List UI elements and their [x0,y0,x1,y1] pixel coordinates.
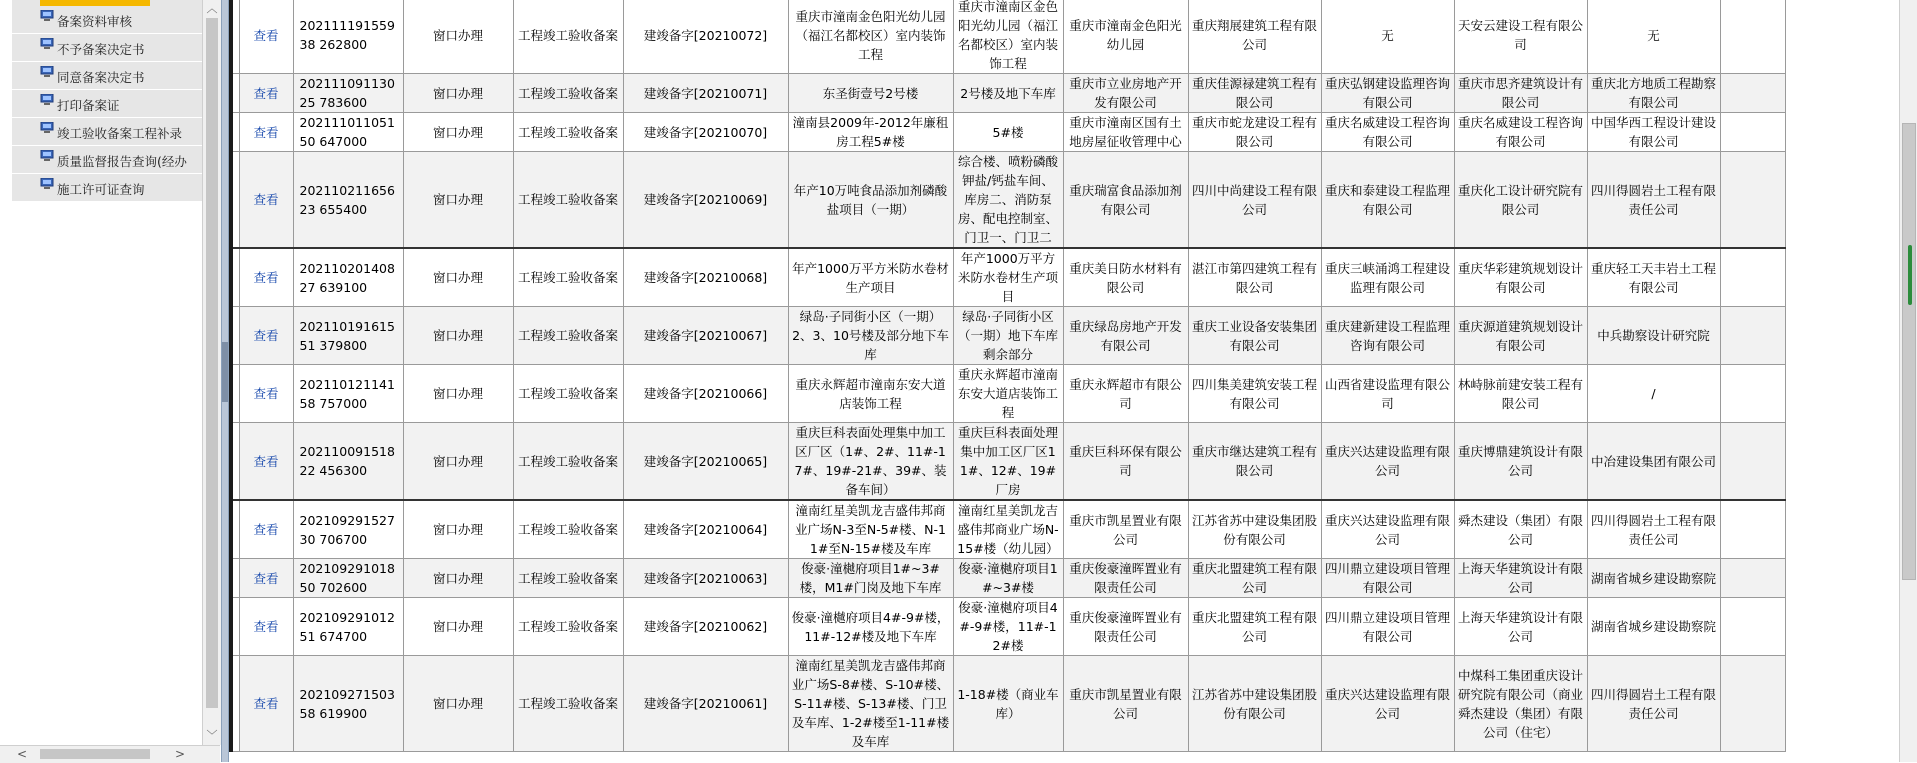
cell-project-name: 重庆永辉超市潼南东安大道店装饰工程 [788,365,953,423]
cell-supervisor: 重庆建新建设工程监理咨询有限公司 [1321,307,1454,365]
cell-surveyor: 中国华西工程设计建设有限公司 [1587,113,1720,152]
cell-view-link [239,365,293,423]
scrollbar-thumb[interactable] [1902,123,1916,580]
cell-contractor: 重庆工业设备安装集团有限公司 [1188,307,1321,365]
cell-record-id: 20211009151822 456300 [293,423,403,501]
sidebar-horizontal-scrollbar[interactable] [0,745,220,763]
cell-contractor: 重庆翔展建筑工程有限公司 [1188,0,1321,74]
row-marker [231,0,239,74]
empty-cell [1720,0,1785,74]
cell-view-link [239,74,293,113]
cell-acceptance-scope: 重庆永辉超市潼南东安大道店装饰工程 [953,365,1063,423]
cell-supervisor: 无 [1321,0,1454,74]
view-link[interactable]: 查看 [253,85,279,101]
cell-record-id: 20211019161551 379800 [293,307,403,365]
cell-record-type: 工程竣工验收备案 [513,74,623,113]
table-row [231,656,1785,752]
cell-surveyor: 四川得圆岩土工程有限责任公司 [1587,500,1720,559]
cell-acceptance-scope: 俊豪·潼樾府项目1#~3#楼 [953,559,1063,598]
cell-contractor: 江苏省苏中建设集团股份有限公司 [1188,500,1321,559]
cell-record-type: 工程竣工验收备案 [513,656,623,752]
cell-view-link [239,152,293,249]
table-row [231,113,1785,152]
cell-handling-mode: 窗口办理 [403,248,513,307]
cell-construction-unit: 重庆瑞富食品添加剂有限公司 [1063,152,1188,249]
scroll-up-arrow-icon[interactable]: ︿ [206,2,218,15]
view-link[interactable]: 查看 [253,27,279,43]
cell-record-type: 工程竣工验收备案 [513,0,623,74]
cell-record-number: 建竣备字[20210070] [623,113,788,152]
cell-project-name: 潼南红星美凯龙吉盛伟邦商业广场N-3至N-5#楼、N-11#至N-15#楼及车库 [788,500,953,559]
cell-view-link [239,423,293,501]
cell-record-type: 工程竣工验收备案 [513,423,623,501]
cell-surveyor: 重庆轻工天丰岩土工程有限公司 [1587,248,1720,307]
cell-view-link [239,0,293,74]
cell-supervisor: 重庆名威建设工程咨询有限公司 [1321,113,1454,152]
cell-contractor: 四川中尚建设工程有限公司 [1188,152,1321,249]
table-row [231,248,1785,307]
cell-designer: 重庆源道建筑规划设计有限公司 [1454,307,1587,365]
view-link[interactable]: 查看 [253,270,279,285]
cell-handling-mode: 窗口办理 [403,365,513,423]
cell-record-type: 工程竣工验收备案 [513,307,623,365]
scroll-right-arrow-icon[interactable]: > [174,747,186,761]
cell-supervisor: 重庆三峡涌鸿工程建设监理有限公司 [1321,248,1454,307]
cell-supervisor: 重庆和泰建设工程监理有限公司 [1321,152,1454,249]
cell-supervisor: 山西省建设监理有限公司 [1321,365,1454,423]
row-marker [231,423,239,501]
sidebar-item-label: 质量监督报告查询(经办 [57,154,187,169]
cell-construction-unit: 重庆市潼南区国有土地房屋征收管理中心 [1063,113,1188,152]
table-row [231,598,1785,656]
cell-designer: 重庆博鼎建筑设计有限公司 [1454,423,1587,501]
sidebar-item-print-certificate[interactable] [12,90,202,118]
cell-acceptance-scope: 综合楼、喷粉磷酸钾盐/钙盐车间、库房二、消防泵房、配电控制室、门卫一、门卫二 [953,152,1063,249]
view-link[interactable]: 查看 [253,386,279,401]
cell-project-name: 东圣街壹号2号楼 [788,74,953,113]
sidebar-item-label: 同意备案决定书 [57,70,145,85]
cell-record-number: 建竣备字[20210066] [623,365,788,423]
cell-surveyor: 重庆北方地质工程勘察有限公司 [1587,74,1720,113]
cell-project-name: 俊豪·潼樾府项目1#~3#楼，M1#门岗及地下车库 [788,559,953,598]
cell-handling-mode: 窗口办理 [403,559,513,598]
cell-view-link [239,113,293,152]
cell-acceptance-scope: 俊豪·潼樾府项目4#-9#楼，11#-12#楼 [953,598,1063,656]
cell-acceptance-scope: 年产1000万平方米防水卷材生产项目 [953,248,1063,307]
view-link[interactable]: 查看 [253,192,279,207]
cell-record-number: 建竣备字[20210061] [623,656,788,752]
cell-designer: 上海天华建筑设计有限公司 [1454,559,1587,598]
cell-record-number: 建竣备字[20210068] [623,248,788,307]
cell-record-number: 建竣备字[20210064] [623,500,788,559]
cell-project-name: 俊豪·潼樾府项目4#-9#楼，11#-12#楼及地下车库 [788,598,953,656]
view-link[interactable]: 查看 [253,619,279,634]
cell-designer: 林峙脉前建安装工程有限公司 [1454,365,1587,423]
sidebar-item-reject-decision[interactable] [12,34,202,62]
cell-record-id: 20211012114158 757000 [293,365,403,423]
view-link[interactable]: 查看 [253,328,279,343]
cell-designer: 中煤科工集团重庆设计研究院有限公司（商业舜杰建设（集团）有限公司（住宅） [1454,656,1587,752]
cell-designer: 重庆市思齐建筑设计有限公司 [1454,74,1587,113]
computer-icon [40,150,56,162]
row-marker [231,500,239,559]
cell-surveyor: 湖南省城乡建设勘察院 [1587,598,1720,656]
cell-surveyor: 无 [1587,0,1720,74]
sidebar-item-supplement[interactable] [12,118,202,146]
cell-designer: 重庆化工设计研究院有限公司 [1454,152,1587,249]
cell-supervisor: 重庆弘钢建设监理咨询有限公司 [1321,74,1454,113]
cell-designer: 重庆华彩建筑规划设计有限公司 [1454,248,1587,307]
row-marker [231,598,239,656]
cell-handling-mode: 窗口办理 [403,113,513,152]
cell-contractor: 四川集美建筑安装工程有限公司 [1188,365,1321,423]
cell-designer: 天安云建设工程有限公司 [1454,0,1587,74]
empty-cell [1720,307,1785,365]
cell-handling-mode: 窗口办理 [403,598,513,656]
view-link[interactable]: 查看 [253,522,279,537]
cell-record-type: 工程竣工验收备案 [513,248,623,307]
cell-record-type: 工程竣工验收备案 [513,559,623,598]
cell-surveyor: 四川得圆岩土工程有限责任公司 [1587,152,1720,249]
cell-designer: 上海天华建筑设计有限公司 [1454,598,1587,656]
row-marker [231,559,239,598]
row-marker [231,656,239,752]
cell-record-type: 工程竣工验收备案 [513,598,623,656]
row-marker [231,113,239,152]
cell-record-id: 20211109113025 783600 [293,74,403,113]
cell-project-name: 潼南红星美凯龙吉盛伟邦商业广场S-8#楼、S-10#楼、S-11#楼、S-13#楼、门卫及车库、1-2#楼至1-11#楼及车库 [788,656,953,752]
cell-contractor: 重庆北盟建筑工程有限公司 [1188,598,1321,656]
table-row [231,423,1785,501]
record-table [229,0,1786,752]
sidebar-item-review[interactable] [12,6,202,34]
computer-icon [40,38,56,50]
frame-divider[interactable] [221,0,229,762]
cell-surveyor: / [1587,365,1720,423]
table-row [231,0,1785,74]
cell-handling-mode: 窗口办理 [403,152,513,249]
sidebar [0,0,202,762]
sidebar-menu [12,0,202,202]
cell-handling-mode: 窗口办理 [403,307,513,365]
cell-record-number: 建竣备字[20210062] [623,598,788,656]
cell-construction-unit: 重庆市立业房地产开发有限公司 [1063,74,1188,113]
view-link[interactable]: 查看 [253,570,279,586]
cell-construction-unit: 重庆巨科环保有限公司 [1063,423,1188,501]
sidebar-vertical-scrollbar[interactable] [202,0,221,745]
cell-view-link [239,656,293,752]
cell-record-type: 工程竣工验收备案 [513,500,623,559]
cell-record-number: 建竣备字[20210072] [623,0,788,74]
sidebar-item-label: 竣工验收备案工程补录 [57,126,183,141]
cell-record-number: 建竣备字[20210067] [623,307,788,365]
scroll-left-arrow-icon[interactable]: < [16,747,28,761]
cell-designer: 重庆名威建设工程咨询有限公司 [1454,113,1587,152]
table-row [231,74,1785,113]
empty-cell [1720,74,1785,113]
view-link[interactable]: 查看 [253,453,279,469]
cell-project-name: 重庆巨科表面处理集中加工区厂区（1#、2#、11#-17#、19#-21#、39#、装备车间） [788,423,953,501]
cell-acceptance-scope: 2号楼及地下车库 [953,74,1063,113]
empty-cell [1720,365,1785,423]
cell-record-id: 20210929101850 702600 [293,559,403,598]
cell-contractor: 重庆北盟建筑工程有限公司 [1188,559,1321,598]
cell-record-number: 建竣备字[20210069] [623,152,788,249]
scroll-down-arrow-icon[interactable]: ﹀ [206,729,218,742]
empty-cell [1720,248,1785,307]
cell-handling-mode: 窗口办理 [403,423,513,501]
sidebar-item-permit-query[interactable] [12,174,202,202]
cell-record-number: 建竣备字[20210071] [623,74,788,113]
table-row [231,500,1785,559]
sidebar-item-label: 施工许可证查询 [57,182,145,197]
cell-record-id: 20211101105150 647000 [293,113,403,152]
cell-record-id: 20210927150358 619900 [293,656,403,752]
empty-cell [1720,656,1785,752]
cell-surveyor: 四川得圆岩土工程有限责任公司 [1587,656,1720,752]
empty-cell [1720,152,1785,249]
table-row [231,152,1785,249]
cell-contractor: 重庆市继达建筑工程有限公司 [1188,423,1321,501]
cell-record-id: 20211020140827 639100 [293,248,403,307]
sidebar-item-label: 备案资料审核 [57,14,133,29]
cell-construction-unit: 重庆俊豪潼晖置业有限责任公司 [1063,559,1188,598]
cell-acceptance-scope: 重庆巨科表面处理集中加工区厂区11#、12#、19#厂房 [953,423,1063,501]
empty-cell [1720,559,1785,598]
scroll-grip-icon [1908,245,1912,305]
cell-acceptance-scope: 1-18#楼（商业车库） [953,656,1063,752]
sidebar-item-approve-decision[interactable] [12,62,202,90]
cell-record-id: 20210929152730 706700 [293,500,403,559]
cell-acceptance-scope: 绿岛·子同街小区（一期）地下车库剩余部分 [953,307,1063,365]
cell-record-type: 工程竣工验收备案 [513,365,623,423]
cell-project-name: 绿岛·子同街小区（一期）2、3、10号楼及部分地下车库 [788,307,953,365]
row-marker [231,74,239,113]
empty-cell [1720,113,1785,152]
cell-handling-mode: 窗口办理 [403,656,513,752]
cell-record-type: 工程竣工验收备案 [513,152,623,249]
cell-designer: 舜杰建设（集团）有限公司 [1454,500,1587,559]
empty-cell [1720,423,1785,501]
cell-supervisor: 重庆兴达建设监理有限公司 [1321,500,1454,559]
row-marker [231,307,239,365]
cell-handling-mode: 窗口办理 [403,0,513,74]
cell-surveyor: 中冶建设集团有限公司 [1587,423,1720,501]
cell-project-name: 重庆市潼南金色阳光幼儿园（福江名都校区）室内装饰工程 [788,0,953,74]
cell-surveyor: 中兵勘察设计研究院 [1587,307,1720,365]
empty-cell [1720,598,1785,656]
scrollbar-thumb[interactable] [206,18,218,708]
empty-cell [1720,500,1785,559]
cell-acceptance-scope: 5#楼 [953,113,1063,152]
cell-construction-unit: 重庆市凯星置业有限公司 [1063,656,1188,752]
cell-record-number: 建竣备字[20210065] [623,423,788,501]
cell-handling-mode: 窗口办理 [403,500,513,559]
main-vertical-scrollbar[interactable] [1899,0,1917,762]
cell-view-link [239,559,293,598]
table-row [231,559,1785,598]
cell-record-id: 20210929101251 674700 [293,598,403,656]
cell-supervisor: 四川鼎立建设项目管理有限公司 [1321,598,1454,656]
cell-record-id: 20211021165623 655400 [293,152,403,249]
sidebar-item-label: 不予备案决定书 [57,42,145,57]
cell-record-id: 20211119155938 262800 [293,0,403,74]
cell-view-link [239,500,293,559]
cell-view-link [239,307,293,365]
cell-supervisor: 重庆兴达建设监理有限公司 [1321,656,1454,752]
cell-contractor: 湛江市第四建筑工程有限公司 [1188,248,1321,307]
cell-construction-unit: 重庆俊豪潼晖置业有限责任公司 [1063,598,1188,656]
table-row [231,307,1785,365]
cell-record-type: 工程竣工验收备案 [513,113,623,152]
cell-project-name: 年产1000万平方米防水卷材生产项目 [788,248,953,307]
cell-supervisor: 四川鼎立建设项目管理有限公司 [1321,559,1454,598]
sidebar-item-label: 打印备案证 [57,98,120,113]
collapse-handle-icon[interactable] [222,342,228,402]
cell-construction-unit: 重庆市凯星置业有限公司 [1063,500,1188,559]
cell-acceptance-scope: 重庆市潼南区金色阳光幼儿园（福江名都校区）室内装饰工程 [953,0,1063,74]
cell-view-link [239,598,293,656]
scrollbar-thumb[interactable] [40,749,150,759]
cell-construction-unit: 重庆绿岛房地产开发有限公司 [1063,307,1188,365]
computer-icon [40,178,56,190]
computer-icon [40,66,56,78]
cell-acceptance-scope: 潼南红星美凯龙吉盛伟邦商业广场N-15#楼（幼儿园） [953,500,1063,559]
cell-supervisor: 重庆兴达建设监理有限公司 [1321,423,1454,501]
cell-view-link [239,248,293,307]
cell-surveyor: 湖南省城乡建设勘察院 [1587,559,1720,598]
cell-contractor: 江苏省苏中建设集团股份有限公司 [1188,656,1321,752]
computer-icon [40,10,56,22]
sidebar-item-quality-report[interactable] [12,146,202,174]
row-marker [231,152,239,249]
cell-contractor: 重庆佳源禄建筑工程有限公司 [1188,74,1321,113]
view-link[interactable]: 查看 [253,124,279,140]
row-marker [231,365,239,423]
cell-record-number: 建竣备字[20210063] [623,559,788,598]
cell-handling-mode: 窗口办理 [403,74,513,113]
cell-project-name: 潼南县2009年-2012年廉租房工程5#楼 [788,113,953,152]
cell-construction-unit: 重庆美日防水材料有限公司 [1063,248,1188,307]
computer-icon [40,122,56,134]
table-row [231,365,1785,423]
computer-icon [40,94,56,106]
cell-construction-unit: 重庆永辉超市有限公司 [1063,365,1188,423]
view-link[interactable]: 查看 [253,696,279,711]
main-content [229,0,1897,762]
cell-construction-unit: 重庆市潼南金色阳光幼儿园 [1063,0,1188,74]
cell-project-name: 年产10万吨食品添加剂磷酸盐项目（一期） [788,152,953,249]
row-marker [231,248,239,307]
cell-contractor: 重庆市蛇龙建设工程有限公司 [1188,113,1321,152]
